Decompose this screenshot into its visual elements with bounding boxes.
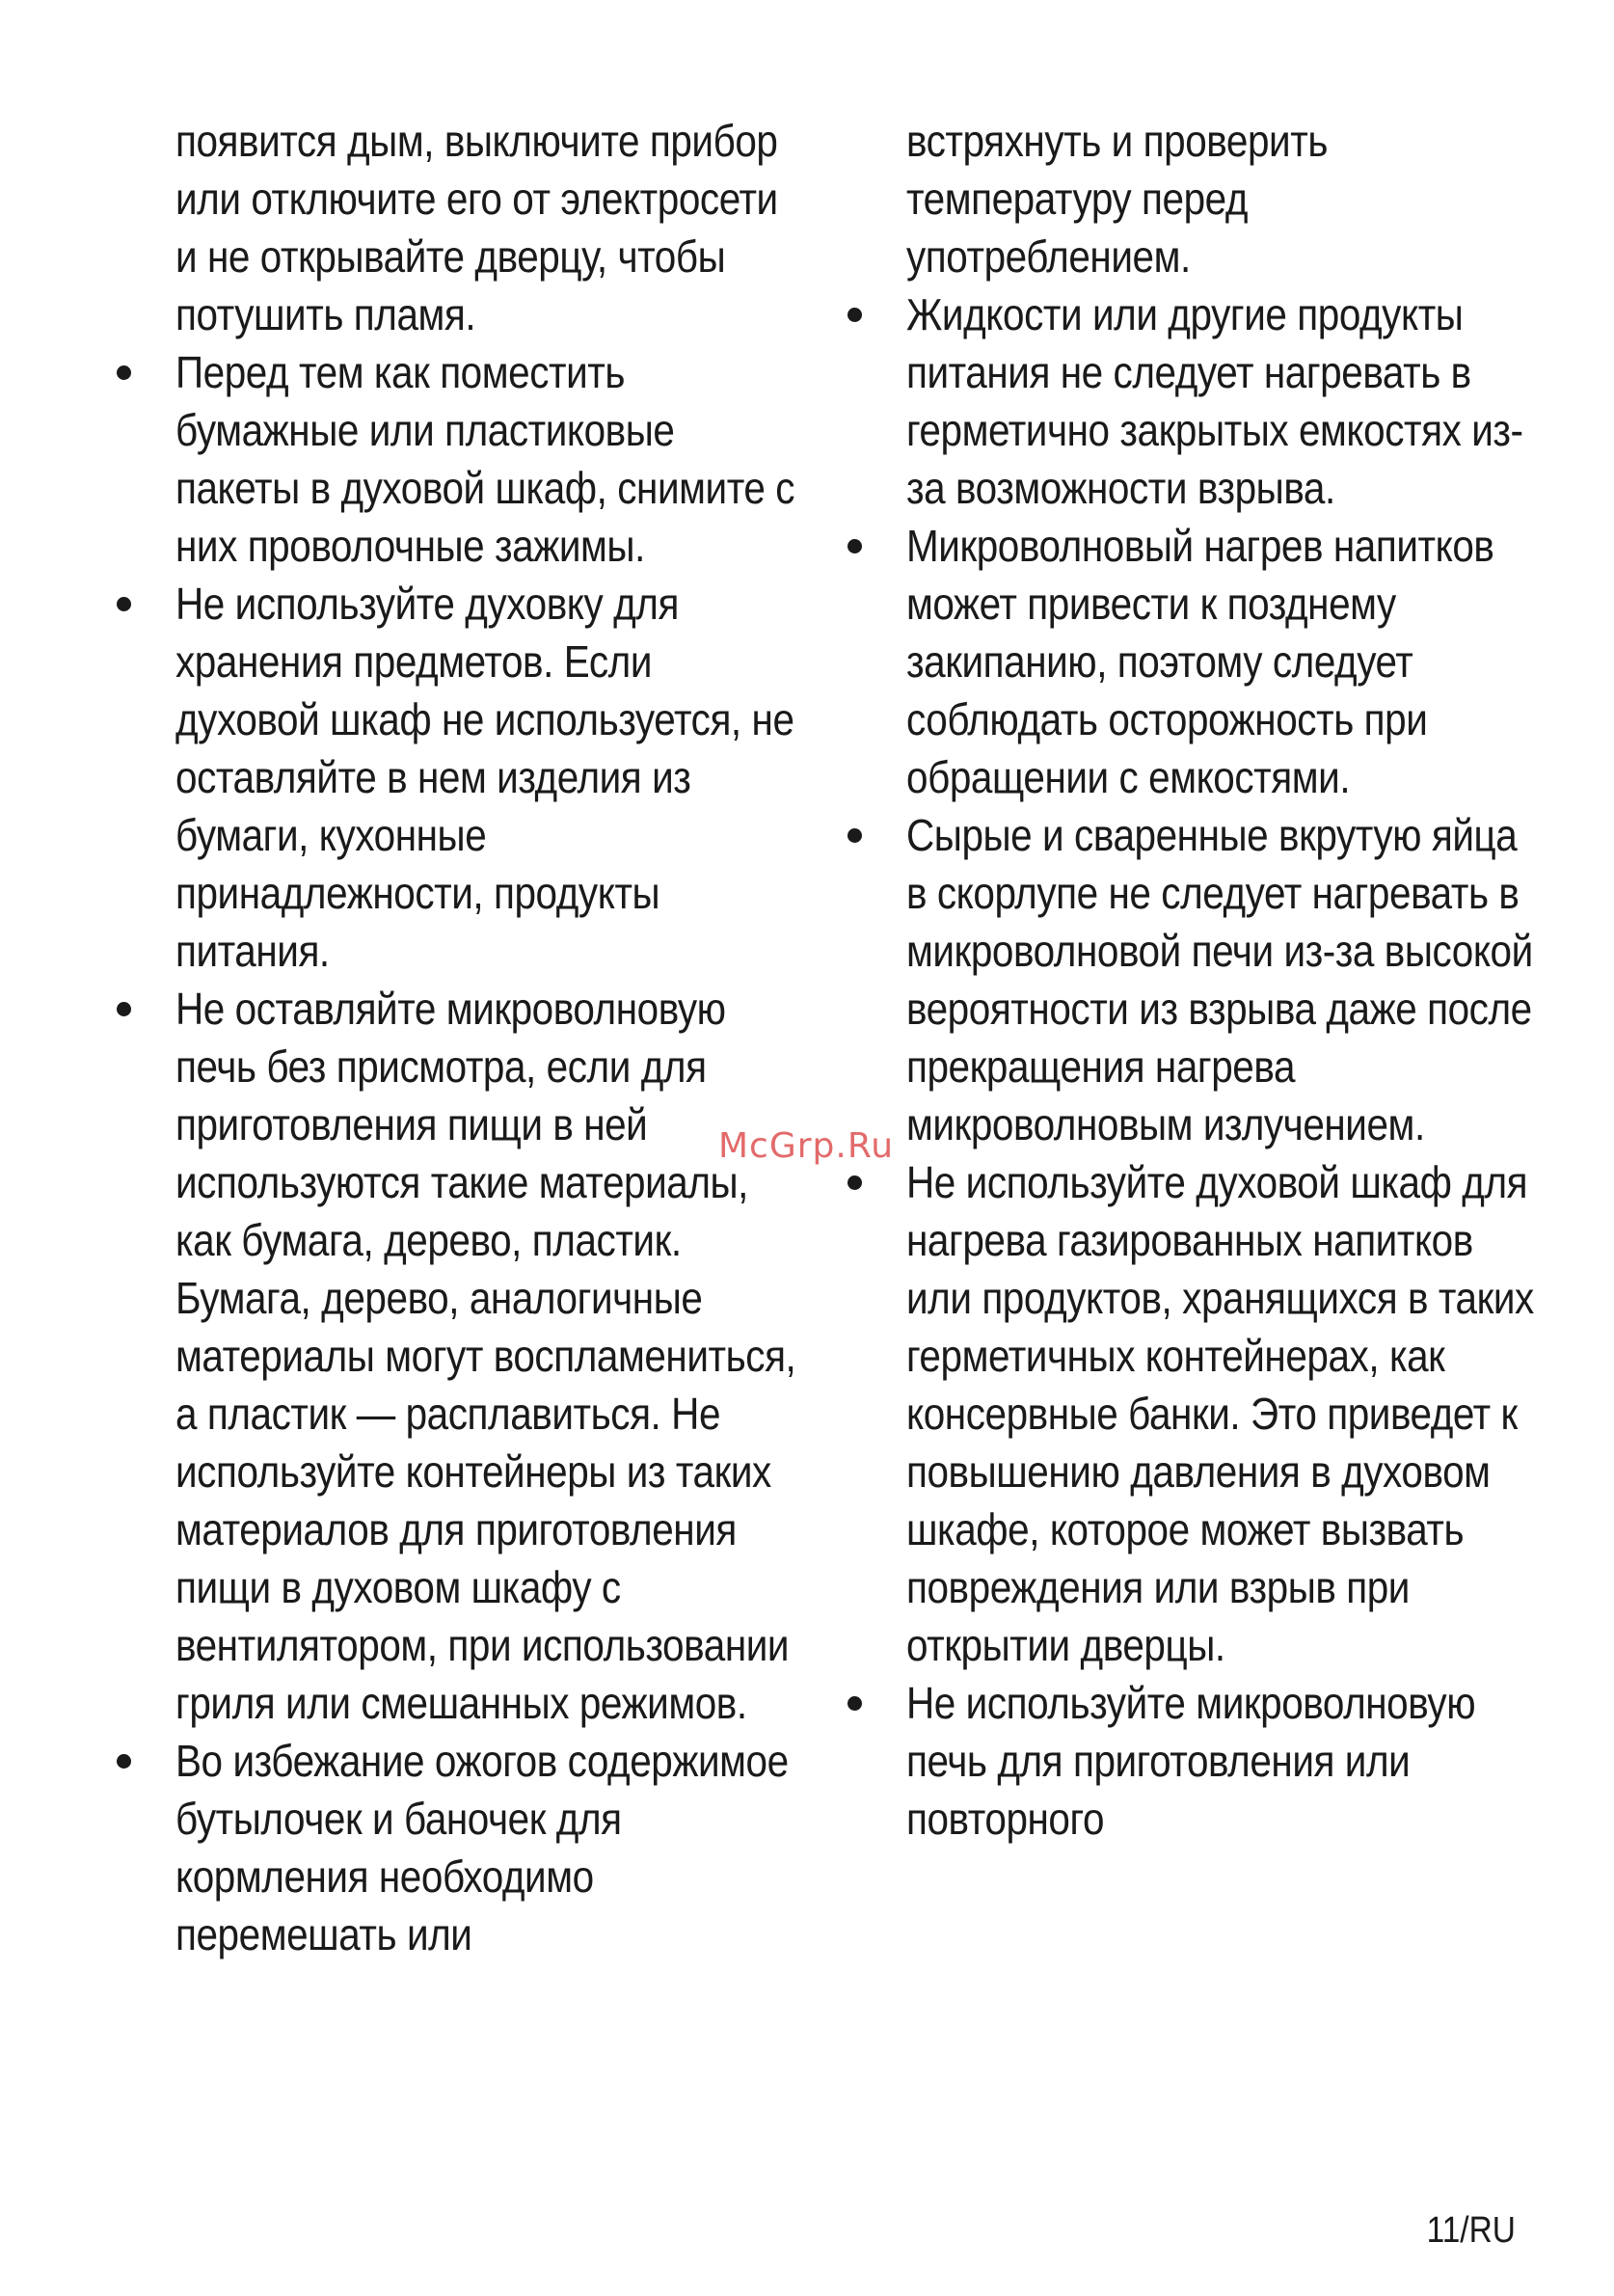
page-number: 11/RU [1426,2210,1516,2251]
list-item [112,575,806,980]
bullet-icon [843,806,881,843]
right-column [843,112,1537,1848]
list-item-text: Не используйте духовой шкаф для нагрева газированных напитков или продуктов, хранящихся в таких герметичных контейнерах, как консервные банки. Это приведет к повышению давления в духовом шкафе, которое может вызвать повреждения или взрыв при открытии дверцы. [906,1157,1534,1670]
list-item [112,1732,806,1963]
list-item-text: Сырые и сваренные вкрутую яйца в скорлупе не следует нагревать в микроволновой печи из-за высокой вероятности из взрыва даже после прекращения нагрева микроволновым излучением. [906,810,1533,1149]
list-item-text: Во избежание ожогов содержимое бутылочек и баночек для кормления необходимо перемешать или [175,1736,789,1959]
list-item [843,517,1537,806]
bullet-icon [112,343,150,380]
left-column [112,112,806,1963]
list-item-text: Перед тем как поместить бумажные или пластиковые пакеты в духовой шкаф, снимите с них проволочные зажимы. [175,347,795,571]
list-item [112,980,806,1732]
continued-paragraph [843,112,1537,285]
list-item [843,285,1537,517]
bullet-icon [112,1732,150,1769]
bullet-icon [112,980,150,1016]
list-item [843,806,1537,1153]
list-item-text: Не используйте духовку для хранения предметов. Если духовой шкаф не используется, не оставляйте в нем изделия из бумаги, кухонные принадлежности, продукты питания. [175,579,794,976]
list-item [843,1153,1537,1674]
list-item-text: Жидкости или другие продукты питания не следует нагревать в герметично закрытых емкостях из-за возможности взрыва. [906,289,1523,513]
list-item-text: Не используйте микроволновую печь для приготовления или повторного [906,1678,1476,1844]
continued-paragraph [112,112,806,343]
list-item-text: Микроволновый нагрев напитков может привести к позднему закипанию, поэтому следует соблюдать осторожность при обращении с емкостями. [906,521,1494,802]
bullet-icon [843,1674,881,1711]
paragraph-text: встряхнуть и проверить температуру перед употреблением. [906,116,1328,282]
bullet-icon [843,285,881,322]
list-item-text: Не оставляйте микроволновую печь без присмотра, если для приготовления пищи в ней используются такие материалы, как бумага, дерево, пластик. Бумага, дерево, аналогичные материалы могут воспламениться, а пластик — расплавиться. Не используйте контейнеры из таких материалов для приготовления пищи в духовом шкафу с вентилятором, при использовании гриля или смешанных режимов. [175,984,796,1728]
paragraph-text: появится дым, выключите прибор или отключите его от электросети и не открывайте дверцу, чтобы потушить пламя. [175,116,778,339]
list-item [843,1674,1537,1848]
bullet-icon [843,517,881,554]
list-item [112,343,806,575]
watermark: McGrp.Ru [718,1126,895,1166]
bullet-icon [112,575,150,611]
